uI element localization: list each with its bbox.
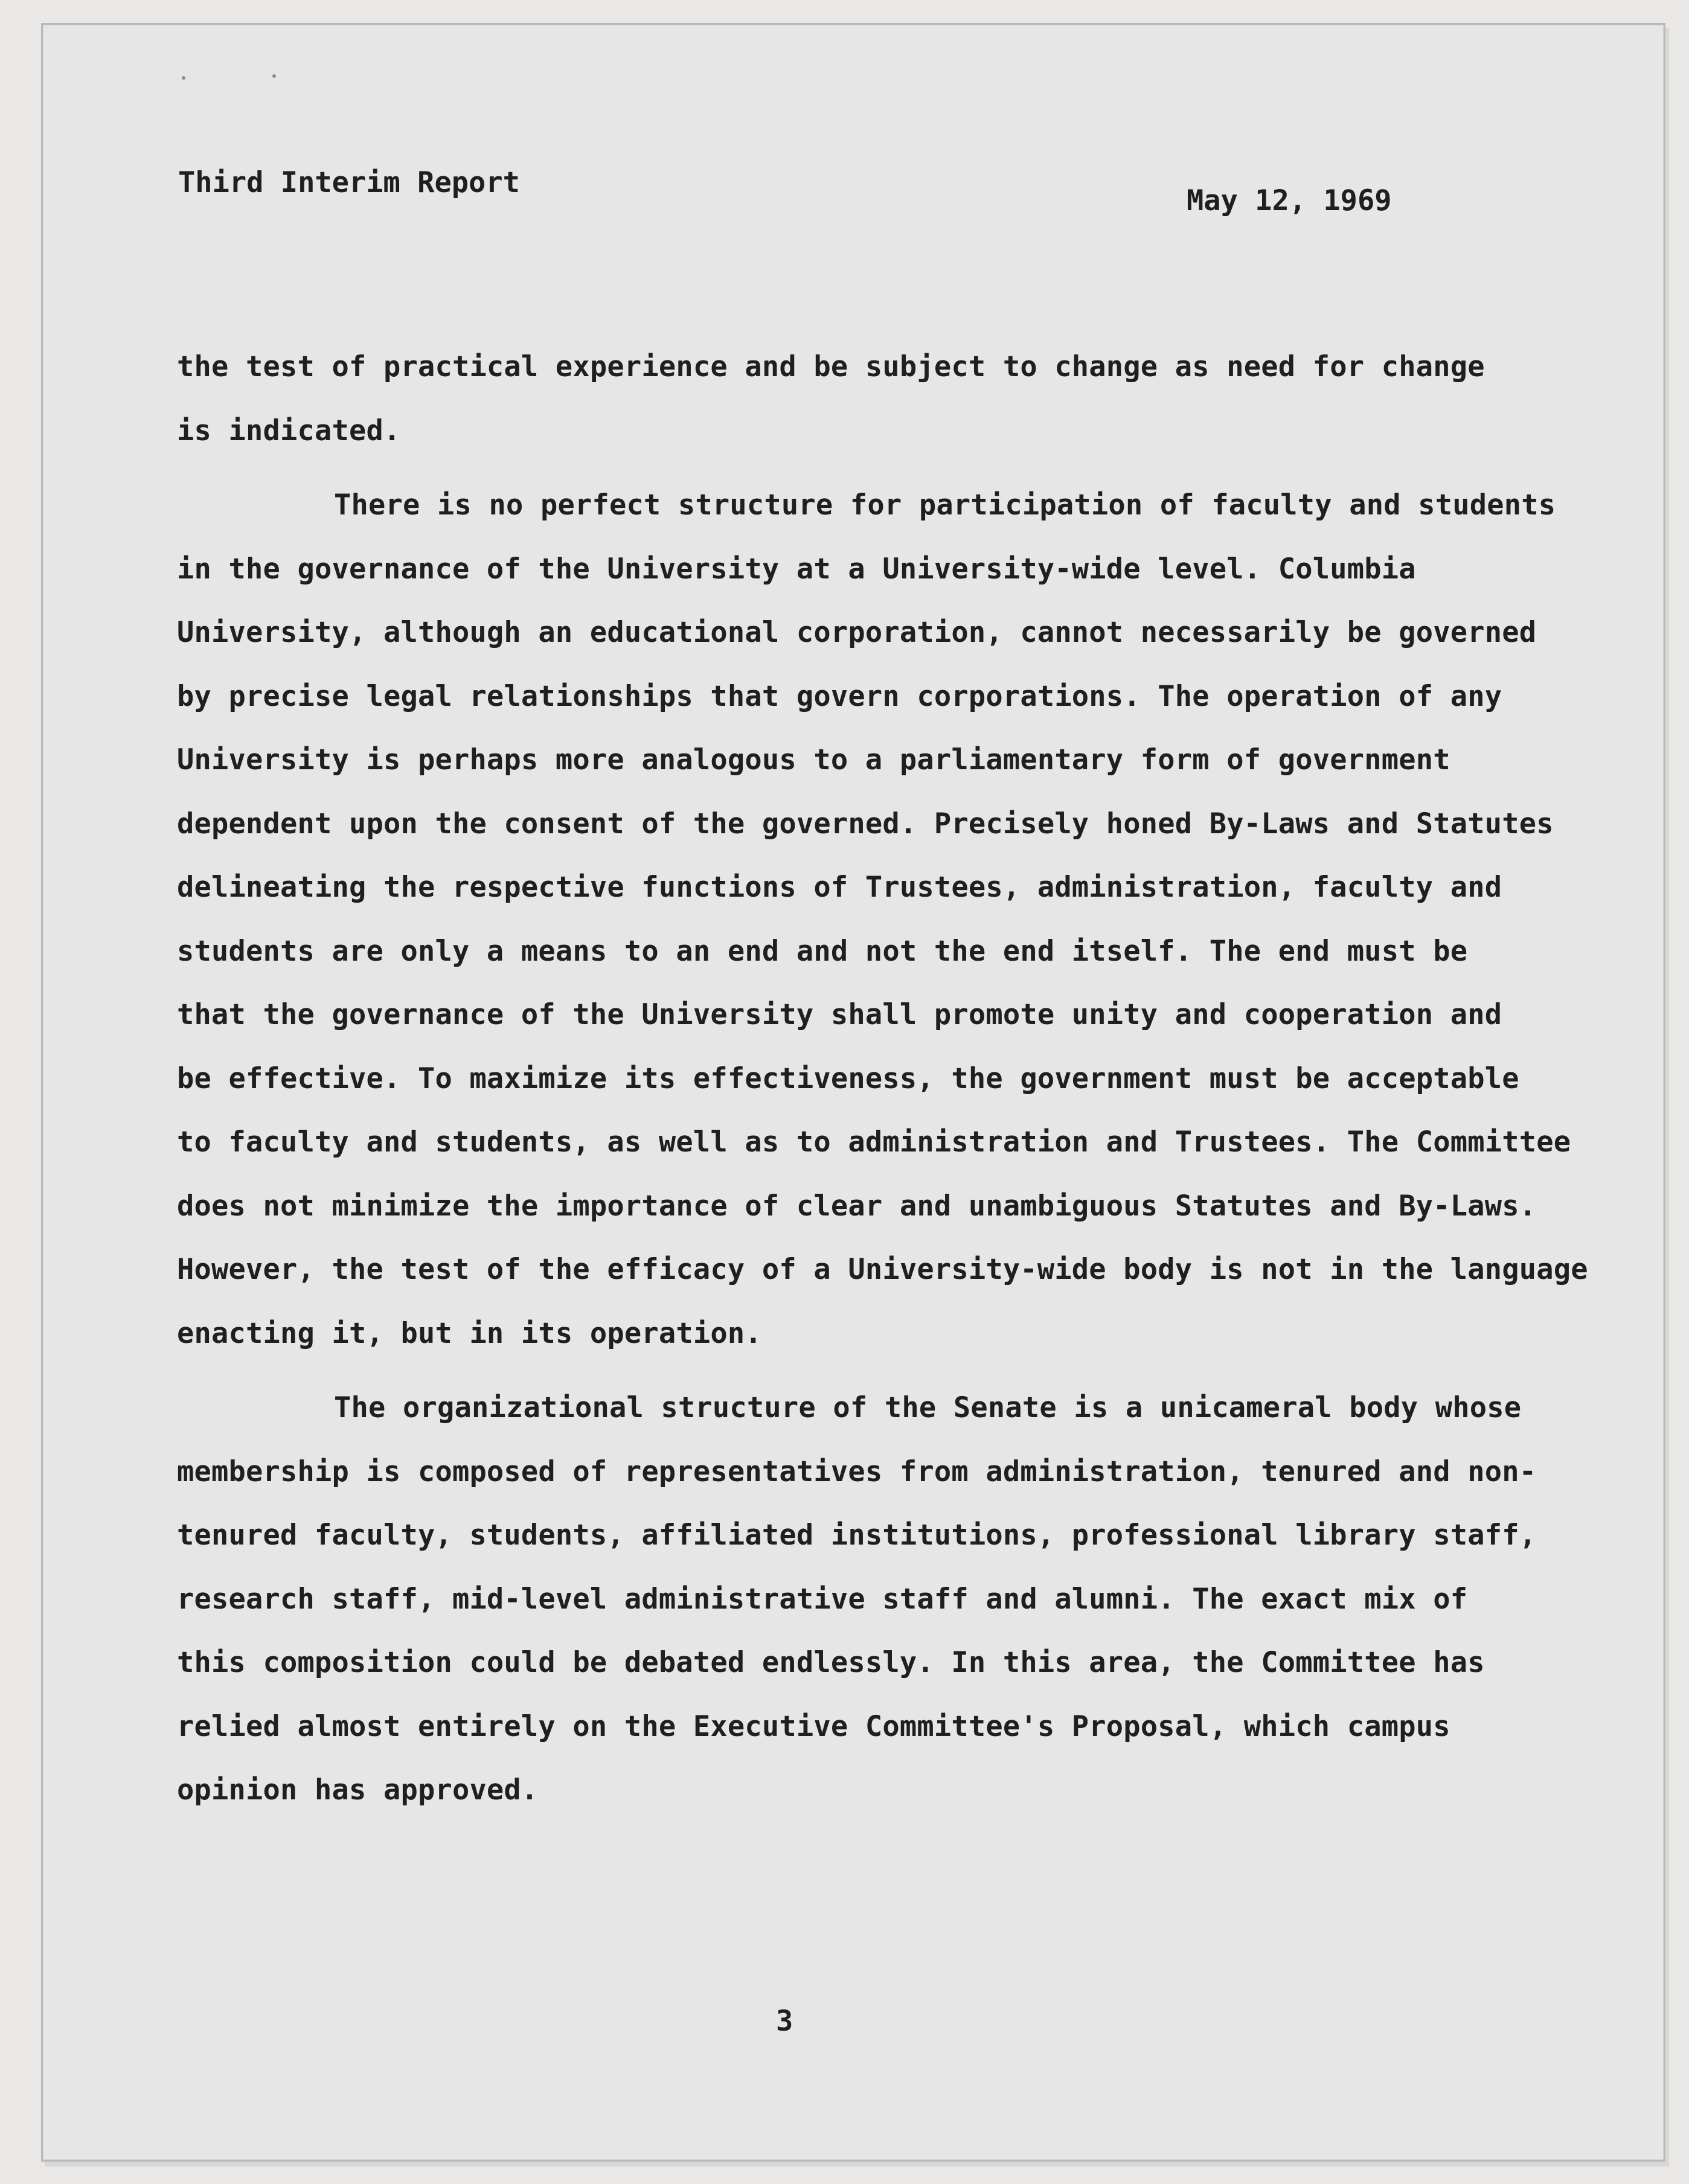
text-line: University, although an educational corporation, cannot necessarily be governed — [177, 616, 1537, 649]
text-line: that the governance of the University shall promote unity and cooperation and — [177, 998, 1502, 1031]
text-line: be effective. To maximize its effectiveness, the government must be acceptable — [177, 1062, 1519, 1095]
text-line: students are only a means to an end and not the end itself. The end must be — [177, 934, 1468, 968]
paragraph-3 — [177, 1376, 1537, 1822]
text-line: in the governance of the University at a University-wide level. Columbia — [177, 552, 1416, 586]
text-line: to faculty and students, as well as to administration and Trustees. The Committee — [177, 1126, 1571, 1159]
paper-speck — [182, 76, 185, 80]
text-line: is indicated. — [177, 414, 401, 447]
text-line: opinion has approved. — [177, 1773, 539, 1807]
text-line: research staff, mid-level administrative staff and alumni. The exact mix of — [177, 1582, 1468, 1616]
text-line: There is no perfect structure for participation of faculty and students — [334, 488, 1556, 522]
page-number: 3 — [776, 2005, 793, 2038]
text-line: delineating the respective functions of Trustees, administration, faculty and — [177, 871, 1502, 904]
text-line: this composition could be debated endlessly. In this area, the Committee has — [177, 1646, 1485, 1679]
text-line: However, the test of the efficacy of a University-wide body is not in the language — [177, 1253, 1588, 1286]
report-title: Third Interim Report — [178, 166, 520, 199]
text-line: relied almost entirely on the Executive Committee's Proposal, which campus — [177, 1709, 1450, 1743]
text-line: does not minimize the importance of clear and unambiguous Statutes and By-Laws. — [177, 1189, 1537, 1223]
document-body — [177, 335, 1588, 1822]
text-line: dependent upon the consent of the governed. Precisely honed By-Laws and Statutes — [177, 807, 1554, 841]
text-line: by precise legal relationships that govern corporations. The operation of any — [177, 679, 1502, 713]
report-date: May 12, 1969 — [1187, 184, 1392, 217]
paragraph-1 — [177, 335, 1530, 463]
text-line: The organizational structure of the Senate is a unicameral body whose — [334, 1391, 1522, 1424]
text-line: tenured faculty, students, affiliated institutions, professional library staff, — [177, 1519, 1537, 1552]
text-line: University is perhaps more analogous to a parliamentary form of government — [177, 743, 1450, 777]
text-line: the test of practical experience and be subject to change as need for change — [177, 350, 1485, 383]
text-line: enacting it, but in its operation. — [177, 1316, 762, 1350]
text-line: membership is composed of representatives from administration, tenured and non- — [177, 1455, 1537, 1488]
paper-speck — [272, 74, 276, 78]
paragraph-2 — [177, 473, 1588, 1365]
